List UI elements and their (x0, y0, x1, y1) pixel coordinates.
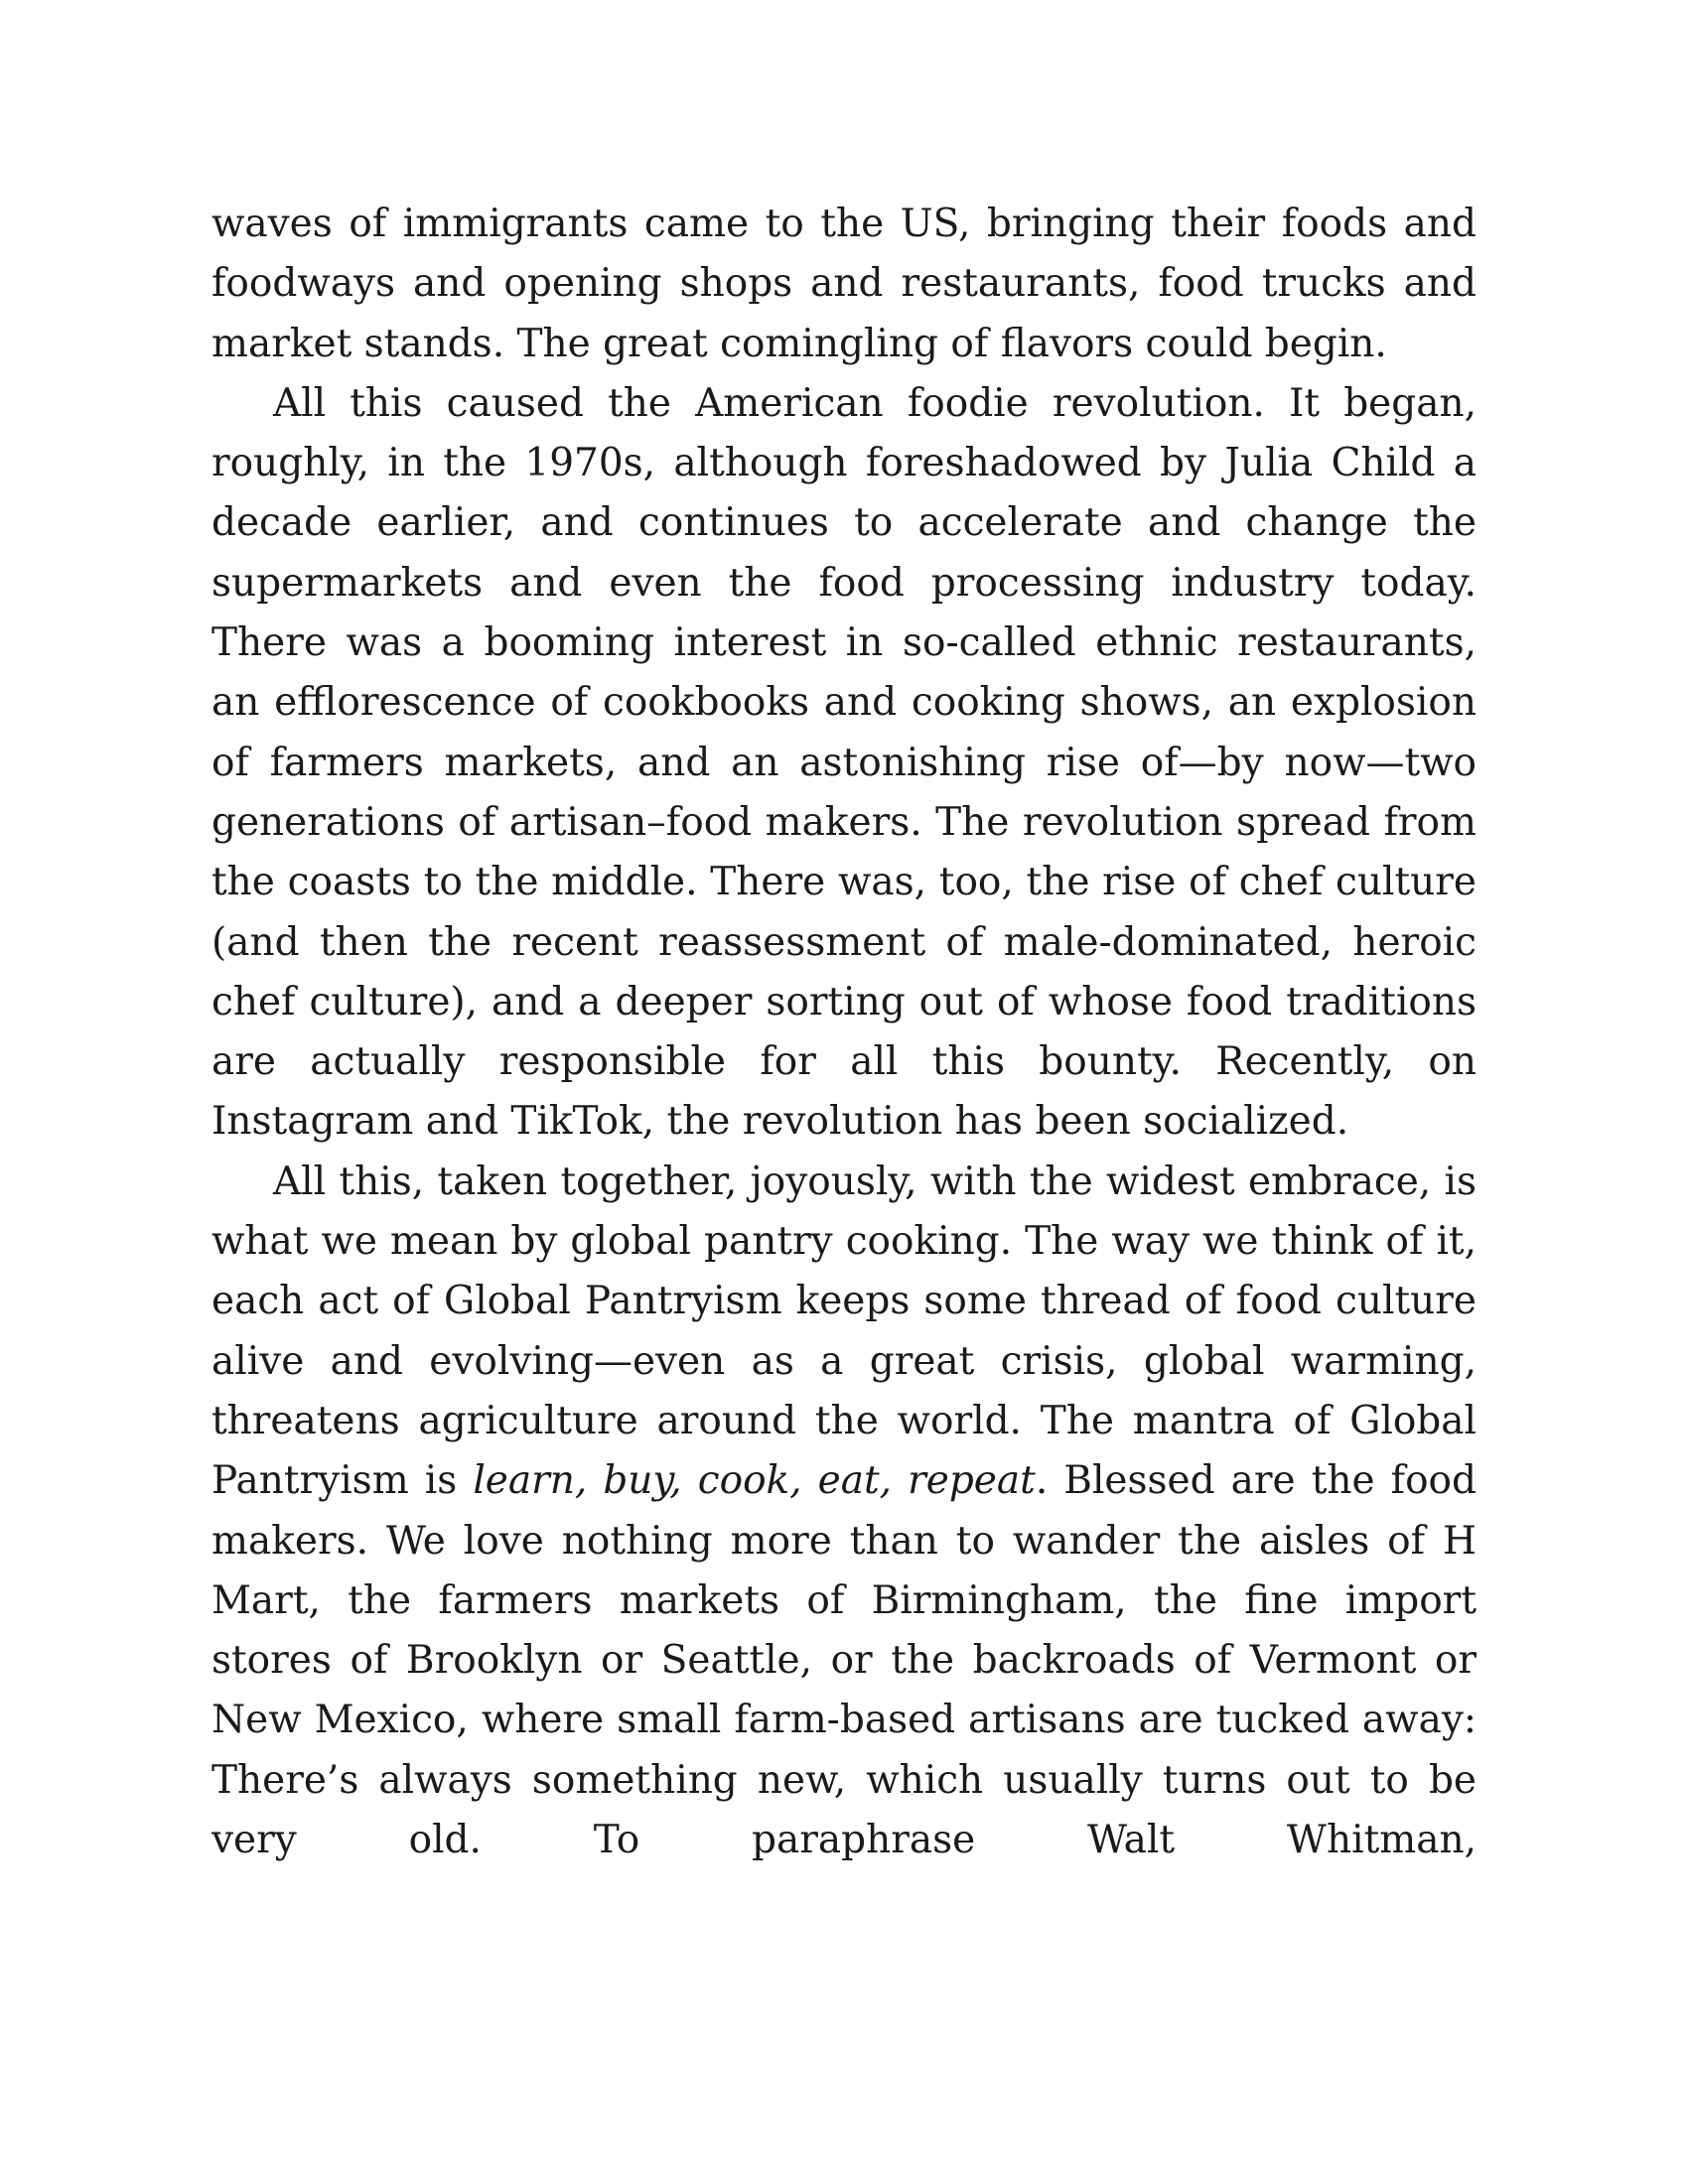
paragraph-text-after-italic: . Blessed are the food makers. We love nothing more than to wander the aisles of H Mart, the farmers markets of Birmingham, the fine import stores of Brooklyn or Seattle, or the backroads of Vermont or New Mexico, where small farm-based artisans are tucked away: There’s always something new, which usually turns out to be very old. To paraphrase Walt Whitman, (211, 1458, 1477, 1863)
mantra-italic: learn, buy, cook, eat, repeat (473, 1458, 1036, 1504)
body-text (211, 195, 1477, 1870)
paragraph-text-before-italic: All this, taken together, joyously, with the widest embrace, is what we mean by global pantry cooking. The way we think of it, each act of Global Pantryism keeps some thread of food culture alive and evolving—even as a great crisis, global warming, threatens agriculture around the world. The mantra of Global Pantryism is (211, 1159, 1477, 1504)
paragraph-continuation: waves of immigrants came to the US, bringing their foods and foodways and opening shops and restaurants, food trucks and market stands. The great comingling of flavors could begin. (211, 202, 1477, 366)
paragraph-foodie-revolution: All this caused the American foodie revolution. It began, roughly, in the 1970s, although foreshadowed by Julia Child a decade earlier, and continues to accelerate and change the supermarkets and even the food processing industry today. There was a booming interest in so-called ethnic restaurants, an efflorescence of cookbooks and cooking shows, an explosion of farmers markets, and an astonishing rise of—by now—two generations of artisan–food makers. The revolution spread from the coasts to the middle. There was, too, the rise of chef culture (and then the recent reassessment of male-dominated, heroic chef culture), and a deeper sorting out of whose food traditions are actually responsible for all this bounty. Recently, on Instagram and TikTok, the revolution has been socialized. (211, 380, 1477, 1145)
paragraph-global-pantry (211, 1153, 1477, 1871)
